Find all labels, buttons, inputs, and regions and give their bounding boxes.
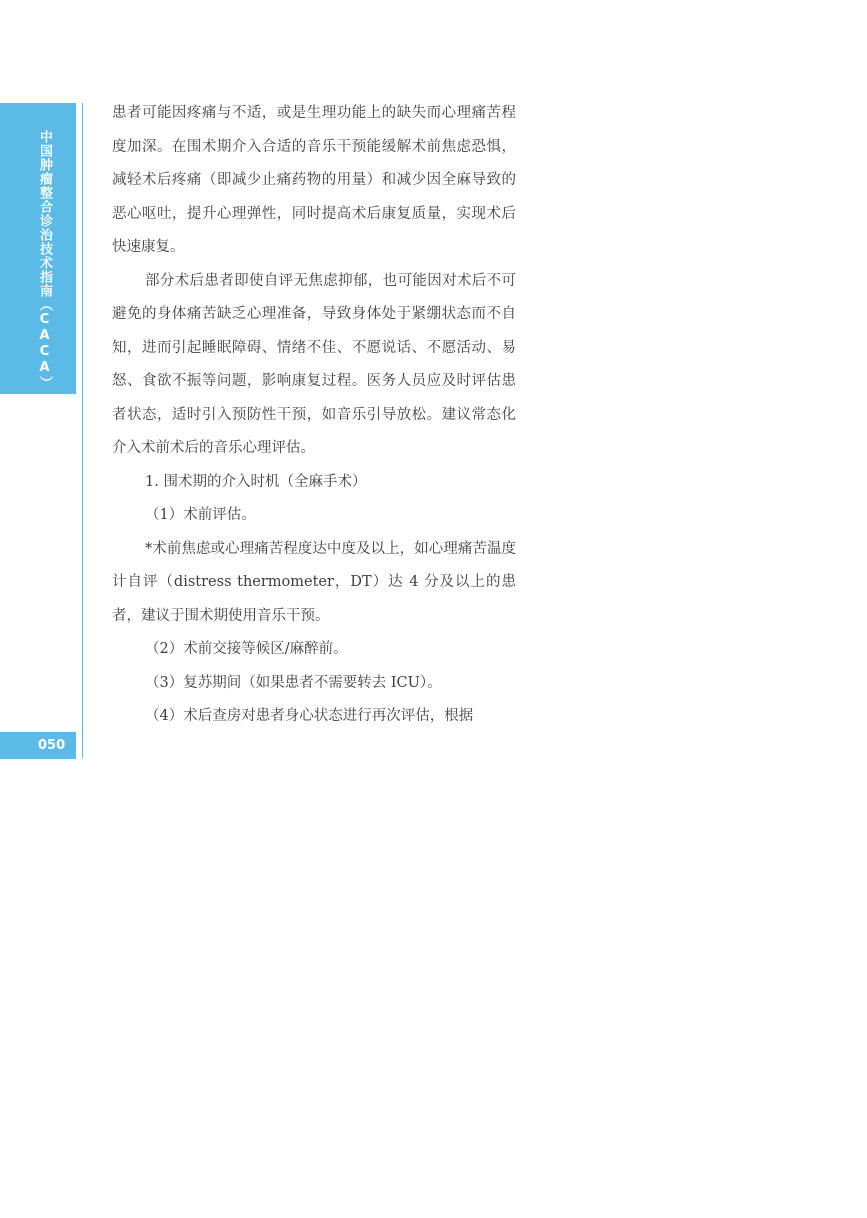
sidebar-title: 中国肿瘤整合诊治技术指南（CACA）	[37, 130, 52, 390]
margin-rule	[82, 103, 83, 758]
list-item: （3）复苏期间（如果患者不需要转去 ICU）。	[145, 674, 442, 691]
paragraph: 患者可能因疼痛与不适，或是生理功能上的缺失而心理痛苦程度加深。在围术期介入合适的音乐干预能缓解术前焦虑恐惧，减轻术后疼痛（即减少止痛药物的用量）和减少因全麻导致的恶心呕吐，提升心理弹性，同时提高术后康复质量，实现术后快速康复。	[112, 105, 516, 255]
section-heading: 1. 围术期的介入时机（全麻手术）	[145, 473, 367, 490]
page-number: 050	[38, 738, 66, 753]
body-text	[112, 97, 516, 734]
list-item: （2）术前交接等候区/麻醉前。	[145, 641, 348, 657]
paragraph: 部分术后患者即使自评无焦虑抑郁，也可能因对术后不可避免的身体痛苦缺乏心理准备，导致身体处于紧绷状态而不自知，进而引起睡眠障碍、情绪不佳、不愿说话、不愿活动、易怒、食欲不振等问题，影响康复过程。医务人员应及时评估患者状态，适时引入预防性干预，如音乐引导放松。建议常态化介入术前术后的音乐心理评估。	[112, 272, 516, 456]
list-item: （1）术前评估。	[145, 507, 256, 523]
paragraph: *术前焦虑或心理痛苦程度达中度及以上，如心理痛苦温度计自评（distress thermometer，DT）达 4 分及以上的患者，建议于围术期使用音乐干预。	[112, 540, 516, 624]
list-item: （4）术后查房对患者身心状态进行再次评估，根据	[145, 708, 474, 724]
